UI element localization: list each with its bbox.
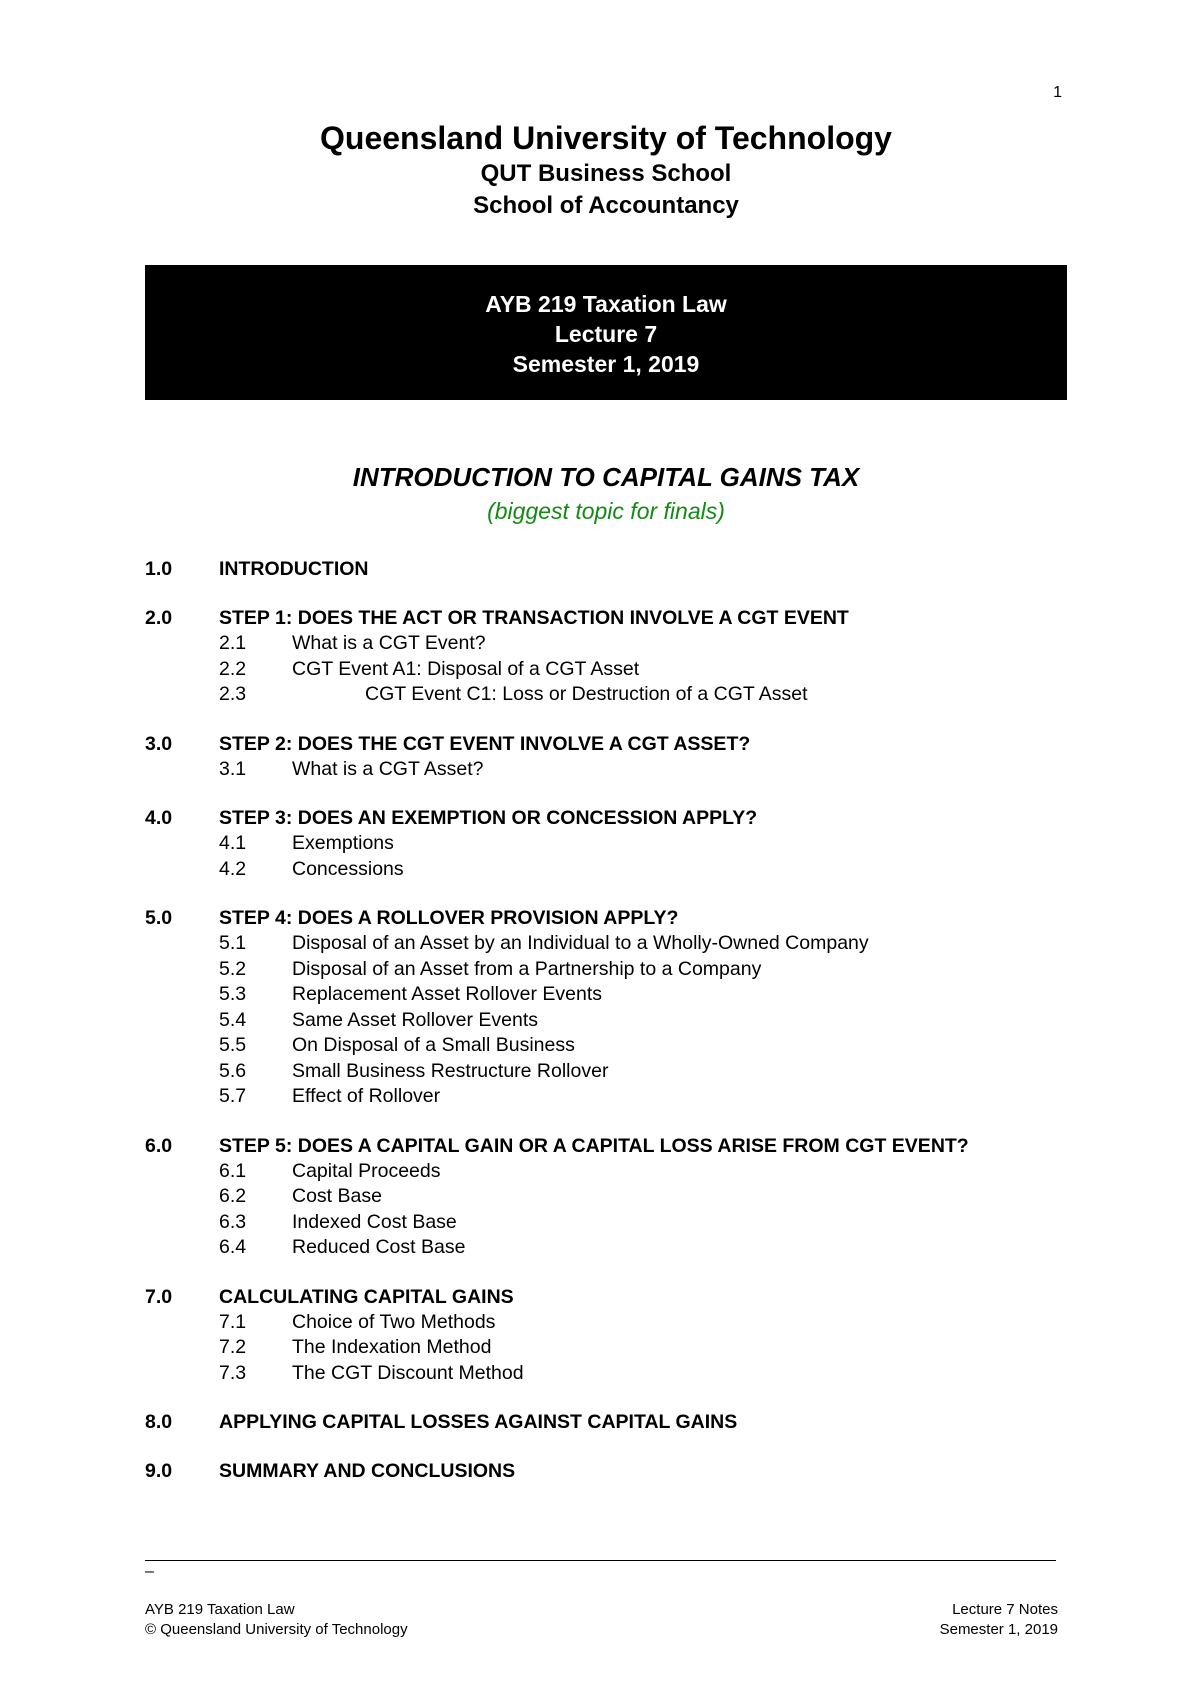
toc-subsection-label: Indexed Cost Base — [292, 1210, 457, 1233]
toc-subsection — [145, 682, 1062, 708]
toc-section-heading — [145, 732, 1062, 757]
toc-subsection-label: Choice of Two Methods — [292, 1310, 496, 1333]
toc-subsection-label: Concessions — [292, 857, 404, 880]
toc-section-title: CALCULATING CAPITAL GAINS — [219, 1285, 514, 1308]
university-name: Queensland University of Technology — [320, 120, 892, 156]
toc-section — [145, 906, 1062, 1110]
topic-note: (biggest topic for finals) — [487, 498, 725, 524]
toc-subsection-number: 4.1 — [219, 832, 247, 854]
toc-subsection-number: 6.2 — [219, 1185, 247, 1207]
toc-subsection-label: Replacement Asset Rollover Events — [292, 983, 602, 1005]
school-name: School of Accountancy — [473, 192, 739, 219]
topic-title: INTRODUCTION TO CAPITAL GAINS TAX — [352, 462, 860, 492]
footer-copyright: © Queensland University of Technology — [145, 1621, 408, 1638]
toc-section-number: 8.0 — [145, 1411, 173, 1433]
toc-subsection-label: CGT Event C1: Loss or Destruction of a CGT Asset — [365, 683, 808, 705]
footer-rule — [145, 1560, 1056, 1561]
toc-section-number: 9.0 — [145, 1460, 173, 1482]
toc-subsection — [145, 857, 1062, 883]
toc-section-number: 1.0 — [145, 558, 173, 580]
toc-section-number: 7.0 — [145, 1285, 173, 1308]
table-of-contents — [145, 557, 1062, 1508]
toc-section-number: 3.0 — [145, 732, 173, 755]
toc-section — [145, 806, 1062, 882]
toc-subsection-number: 5.1 — [219, 932, 247, 954]
course-title-box — [145, 265, 1067, 400]
toc-subsection — [145, 931, 1062, 957]
semester-label: Semester 1, 2019 — [512, 351, 700, 377]
toc-subsection-label: The CGT Discount Method — [292, 1361, 524, 1384]
toc-subsection-label: What is a CGT Event? — [292, 632, 486, 654]
toc-subsection-label: The Indexation Method — [292, 1336, 492, 1358]
document-header — [145, 118, 1067, 222]
toc-subsection — [145, 1310, 1062, 1336]
toc-section-heading — [145, 1285, 1062, 1310]
toc-subsection-label: Disposal of an Asset by an Individual to a Wholly-Owned Company — [292, 932, 869, 954]
toc-subsection-number: 4.2 — [219, 857, 247, 880]
toc-subsection-label: Capital Proceeds — [292, 1159, 441, 1182]
toc-subsection-number: 2.2 — [219, 657, 247, 680]
toc-subsection — [145, 657, 1062, 683]
toc-section-title: STEP 2: DOES THE CGT EVENT INVOLVE A CGT ASSET? — [219, 732, 751, 755]
toc-subsection-label: On Disposal of a Small Business — [292, 1034, 575, 1056]
toc-subsection — [145, 631, 1062, 657]
toc-subsection-label: Disposal of an Asset from a Partnership to a Company — [292, 957, 762, 980]
footer-dash: – — [145, 1563, 154, 1580]
toc-section-number: 5.0 — [145, 907, 173, 929]
toc-subsection-number: 5.2 — [219, 957, 247, 980]
toc-section-heading — [145, 606, 1062, 631]
page-number: 1 — [1053, 84, 1062, 101]
toc-subsection — [145, 1184, 1062, 1210]
toc-subsection-number: 5.7 — [219, 1085, 247, 1107]
toc-subsection-number: 7.1 — [219, 1310, 247, 1333]
footer-course: AYB 219 Taxation Law — [145, 1601, 295, 1618]
toc-section-heading — [145, 1410, 1062, 1435]
toc-subsection-number: 6.1 — [219, 1159, 247, 1182]
toc-subsection-label: Exemptions — [292, 832, 394, 854]
toc-subsection-number: 6.3 — [219, 1210, 247, 1233]
faculty-name: QUT Business School — [480, 160, 732, 187]
toc-subsection — [145, 1008, 1062, 1034]
toc-section-title: APPLYING CAPITAL LOSSES AGAINST CAPITAL GAINS — [219, 1411, 738, 1433]
footer-lecture-notes: Lecture 7 Notes — [952, 1601, 1058, 1618]
toc-subsection-label: Small Business Restructure Rollover — [292, 1059, 609, 1082]
toc-subsection-label: Effect of Rollover — [292, 1085, 441, 1107]
toc-subsection-number: 7.2 — [219, 1336, 247, 1358]
toc-subsection — [145, 1059, 1062, 1085]
toc-section-title: SUMMARY AND CONCLUSIONS — [219, 1460, 516, 1482]
toc-subsection-label: Same Asset Rollover Events — [292, 1008, 539, 1031]
toc-subsection — [145, 1210, 1062, 1236]
toc-subsection-number: 6.4 — [219, 1236, 247, 1258]
toc-subsection — [145, 957, 1062, 983]
toc-subsection-number: 2.1 — [219, 632, 247, 654]
toc-subsection-number: 5.5 — [219, 1034, 247, 1056]
toc-subsection — [145, 1335, 1062, 1361]
toc-section-heading — [145, 1134, 1062, 1159]
toc-subsection-label: What is a CGT Asset? — [292, 757, 484, 780]
toc-section-heading — [145, 806, 1062, 831]
toc-section — [145, 1285, 1062, 1387]
toc-section-heading — [145, 557, 1062, 582]
footer-left — [145, 1600, 408, 1640]
toc-subsection-number: 7.3 — [219, 1361, 247, 1384]
toc-section — [145, 1410, 1062, 1435]
toc-section — [145, 732, 1062, 783]
toc-subsection — [145, 831, 1062, 857]
footer-right — [940, 1600, 1058, 1640]
toc-section-title: STEP 1: DOES THE ACT OR TRANSACTION INVOLVE A CGT EVENT — [219, 607, 849, 629]
toc-subsection-label: Reduced Cost Base — [292, 1236, 466, 1258]
toc-section — [145, 606, 1062, 708]
toc-subsection-number: 2.3 — [219, 683, 247, 705]
toc-section-title: INTRODUCTION — [219, 558, 369, 580]
toc-section-title: STEP 3: DOES AN EXEMPTION OR CONCESSION APPLY? — [219, 807, 758, 829]
toc-subsection-number: 5.3 — [219, 983, 247, 1005]
lecture-number: Lecture 7 — [554, 321, 658, 347]
toc-section-number: 6.0 — [145, 1134, 173, 1157]
toc-section-heading — [145, 1459, 1062, 1484]
toc-section-title: STEP 5: DOES A CAPITAL GAIN OR A CAPITAL LOSS ARISE FROM CGT EVENT? — [219, 1134, 969, 1157]
toc-section-number: 4.0 — [145, 807, 173, 829]
toc-subsection-number: 5.4 — [219, 1008, 247, 1031]
toc-subsection-label: Cost Base — [292, 1185, 382, 1207]
toc-subsection — [145, 982, 1062, 1008]
toc-section-number: 2.0 — [145, 607, 173, 629]
toc-subsection — [145, 1235, 1062, 1261]
toc-section — [145, 1459, 1062, 1484]
course-name: AYB 219 Taxation Law — [485, 291, 727, 317]
toc-subsection-label: CGT Event A1: Disposal of a CGT Asset — [292, 657, 640, 680]
footer-semester: Semester 1, 2019 — [939, 1621, 1058, 1638]
toc-subsection — [145, 1361, 1062, 1387]
toc-subsection-number: 5.6 — [219, 1059, 247, 1082]
toc-subsection — [145, 1084, 1062, 1110]
toc-subsection — [145, 1159, 1062, 1185]
toc-section-title: STEP 4: DOES A ROLLOVER PROVISION APPLY? — [219, 907, 679, 929]
toc-subsection — [145, 1033, 1062, 1059]
toc-section — [145, 557, 1062, 582]
toc-section — [145, 1134, 1062, 1261]
toc-subsection-number: 3.1 — [219, 757, 247, 780]
toc-subsection — [145, 757, 1062, 783]
toc-section-heading — [145, 906, 1062, 931]
